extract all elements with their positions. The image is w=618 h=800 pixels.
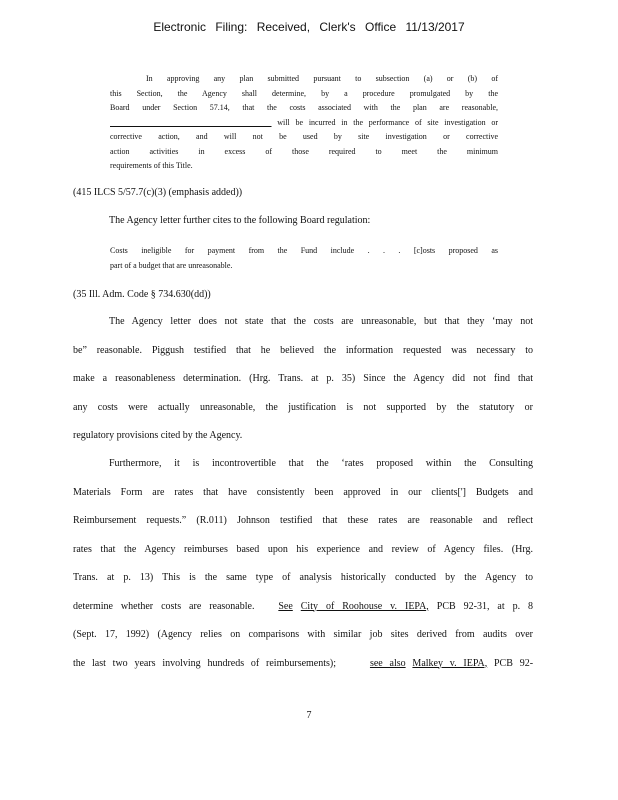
quote-line: part of a budget that are unreasonable. <box>110 260 233 270</box>
quote-line: will be incurred in the performance of site investigation or <box>277 117 499 127</box>
case-name: City of Roohouse v. IEPA, <box>300 600 429 612</box>
text-line: Reimbursement requests.” (R.011) Johnson testified that these rates are reasonable and reflect <box>73 515 533 526</box>
text-line: the last two years involving hundreds of reimbursements); see also Malkey v. IEPA, PCB 92- <box>73 657 534 669</box>
page-number: 7 <box>306 710 312 721</box>
regulation-intro: The Agency letter further cites to the following Board regulation: <box>109 215 371 226</box>
quote-line: corrective action, and will not be used by site investigation or corrective <box>110 132 498 141</box>
text-line: Trans. at p. 13) This is the same type of analysis historically conducted by the Agency to <box>73 572 533 583</box>
case-name: Malkey v. IEPA, <box>412 657 488 669</box>
case-signal: See <box>278 600 293 612</box>
text-line: make a reasonableness determination. (Hrg. Trans. at p. 35) Since the Agency did not find that <box>73 373 533 384</box>
quote-line: requirements of this Title. <box>110 161 193 170</box>
text-line: rates that the Agency reimburses based upon his experience and review of Agency files. (Hrg. <box>73 543 533 555</box>
text-line: (Sept. 17, 1992) (Agency relies on comparisons with similar job sites derived from audits over <box>73 629 533 640</box>
quote-line: this Section, the Agency shall determine, by a procedure promulgated by the <box>110 88 498 98</box>
text-line: be” reasonable. Piggush testified that he believed the information requested was necessary to <box>73 344 533 356</box>
quote-line: action activities in excess of those required to meet the minimum <box>110 146 498 156</box>
text-line: determine whether costs are reasonable. See City of Roohouse v. IEPA, PCB 92-31, at p. 8 <box>73 600 534 612</box>
citation-regulation: (35 Ill. Adm. Code § 734.630(dd)) <box>73 289 211 300</box>
quote-line: Board under Section 57.14, that the costs associated with the plan are reasonable, <box>110 103 498 112</box>
text-line: Furthermore, it is incontrovertible that the ‘rates proposed within the Consulting <box>109 458 533 469</box>
case-signal: see also <box>369 657 406 669</box>
quote-line: In approving any plan submitted pursuant to subsection (a) or (b) of <box>146 74 498 83</box>
filing-header: Electronic Filing: Received, Clerk's Office 11/13/2017 <box>153 20 465 34</box>
statute-block-quote <box>110 72 498 174</box>
quote-line: Costs ineligible for payment from the Fund include . . . [c]osts proposed as <box>110 246 498 255</box>
text-line: The Agency letter does not state that the costs are unreasonable, but that they ‘may not <box>109 316 533 327</box>
text-line: regulatory provisions cited by the Agency. <box>73 430 243 441</box>
text-line: any costs were actually unreasonable, the justification is not supported by the statutory or <box>73 401 533 413</box>
citation-statute: (415 ILCS 5/57.7(c)(3) (emphasis added)) <box>73 187 243 198</box>
regulation-block-quote <box>110 244 498 273</box>
text-line: Materials Form are rates that have consistently been approved in our clients['] Budgets and <box>73 486 533 498</box>
